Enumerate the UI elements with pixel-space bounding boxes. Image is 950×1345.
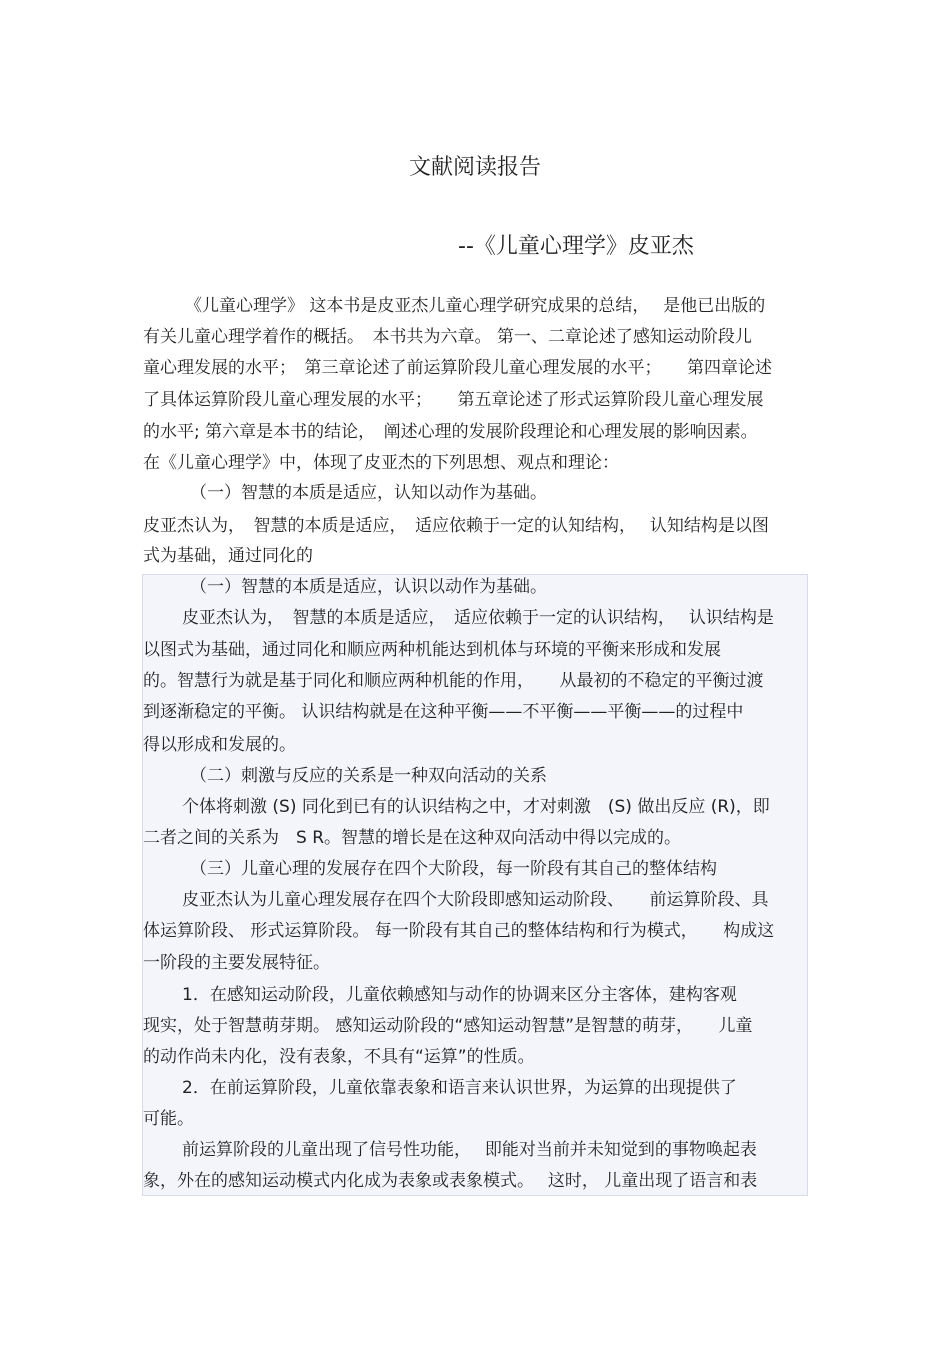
intro-line: 《儿童心理学》 这本书是皮亚杰儿童心理学研究成果的总结， 是他已出版的	[185, 296, 766, 316]
section-heading: （一）智慧的本质是适应，认识以动作为基础。	[190, 577, 547, 597]
quoted-excerpt-box	[142, 574, 808, 1196]
box-line: 皮亚杰认为， 智慧的本质是适应， 适应依赖于一定的认识结构， 认识结构是	[182, 608, 774, 628]
box-line: 皮亚杰认为儿童心理发展存在四个大阶段即感知运动阶段、 前运算阶段、具	[182, 890, 769, 910]
intro-line: 有关儿童心理学着作的概括。 本书共为六章。 第一、二章论述了感知运动阶段儿	[143, 327, 752, 347]
box-line: 前运算阶段的儿童出现了信号性功能， 即能对当前并未知觉到的事物唤起表	[182, 1140, 757, 1160]
box-line: 得以形成和发展的。	[143, 735, 296, 755]
box-line: 的动作尚未内化，没有表象，不具有“运算”的性质。	[143, 1047, 535, 1067]
box-line: 的。智慧行为就是基于同化和顺应两种机能的作用， 从最初的不稳定的平衡过渡	[143, 671, 764, 691]
document-title: 文献阅读报告	[408, 155, 541, 180]
box-line: 象，外在的感知运动模式内化成为表象或表象模式。 这时， 儿童出现了语言和表	[143, 1171, 758, 1191]
box-line: 二者之间的关系为 S R。智慧的增长是在这种双向活动中得以完成的。	[143, 828, 682, 848]
box-line: 2．在前运算阶段，儿童依靠表象和语言来认识世界，为运算的出现提供了	[182, 1078, 737, 1098]
intro-line: 式为基础，通过同化的	[143, 546, 313, 566]
intro-line: 皮亚杰认为， 智慧的本质是适应， 适应依赖于一定的认知结构， 认知结构是以图	[143, 516, 769, 536]
box-line: 一阶段的主要发展特征。	[143, 953, 330, 973]
section-heading: （二）刺激与反应的关系是一种双向活动的关系	[190, 766, 547, 786]
intro-line: 在《儿童心理学》中，体现了皮亚杰的下列思想、观点和理论：	[143, 453, 619, 473]
box-line: 现实，处于智慧萌芽期。 感知运动阶段的“感知运动智慧”是智慧的萌芽， 儿童	[143, 1016, 753, 1036]
intro-line: 的水平; 第六章是本书的结论， 阐述心理的发展阶段理论和心理发展的影响因素。	[143, 422, 758, 442]
intro-line: 童心理发展的水平； 第三章论述了前运算阶段儿童心理发展的水平； 第四章论述	[143, 358, 772, 378]
intro-line: 了具体运算阶段儿童心理发展的水平； 第五章论述了形式运算阶段儿童心理发展	[143, 390, 764, 410]
section-heading: （三）儿童心理的发展存在四个大阶段，每一阶段有其自己的整体结构	[190, 859, 717, 879]
box-line: 1．在感知运动阶段，儿童依赖感知与动作的协调来区分主客体，建构客观	[182, 985, 737, 1005]
document-subtitle: --《儿童心理学》皮亚杰	[458, 234, 694, 259]
box-line: 以图式为基础，通过同化和顺应两种机能达到机体与环境的平衡来形成和发展	[143, 640, 721, 660]
box-line: 到逐渐稳定的平衡。 认识结构就是在这种平衡——不平衡——平衡——的过程中	[143, 702, 744, 722]
section-heading: （一）智慧的本质是适应，认知以动作为基础。	[190, 483, 547, 503]
box-line: 体运算阶段、 形式运算阶段。 每一阶段有其自己的整体结构和行为模式， 构成这	[143, 921, 775, 941]
box-line: 可能。	[143, 1109, 194, 1129]
box-line: 个体将刺激 (S) 同化到已有的认识结构之中，才对刺激 (S) 做出反应 (R)，即	[182, 797, 770, 817]
